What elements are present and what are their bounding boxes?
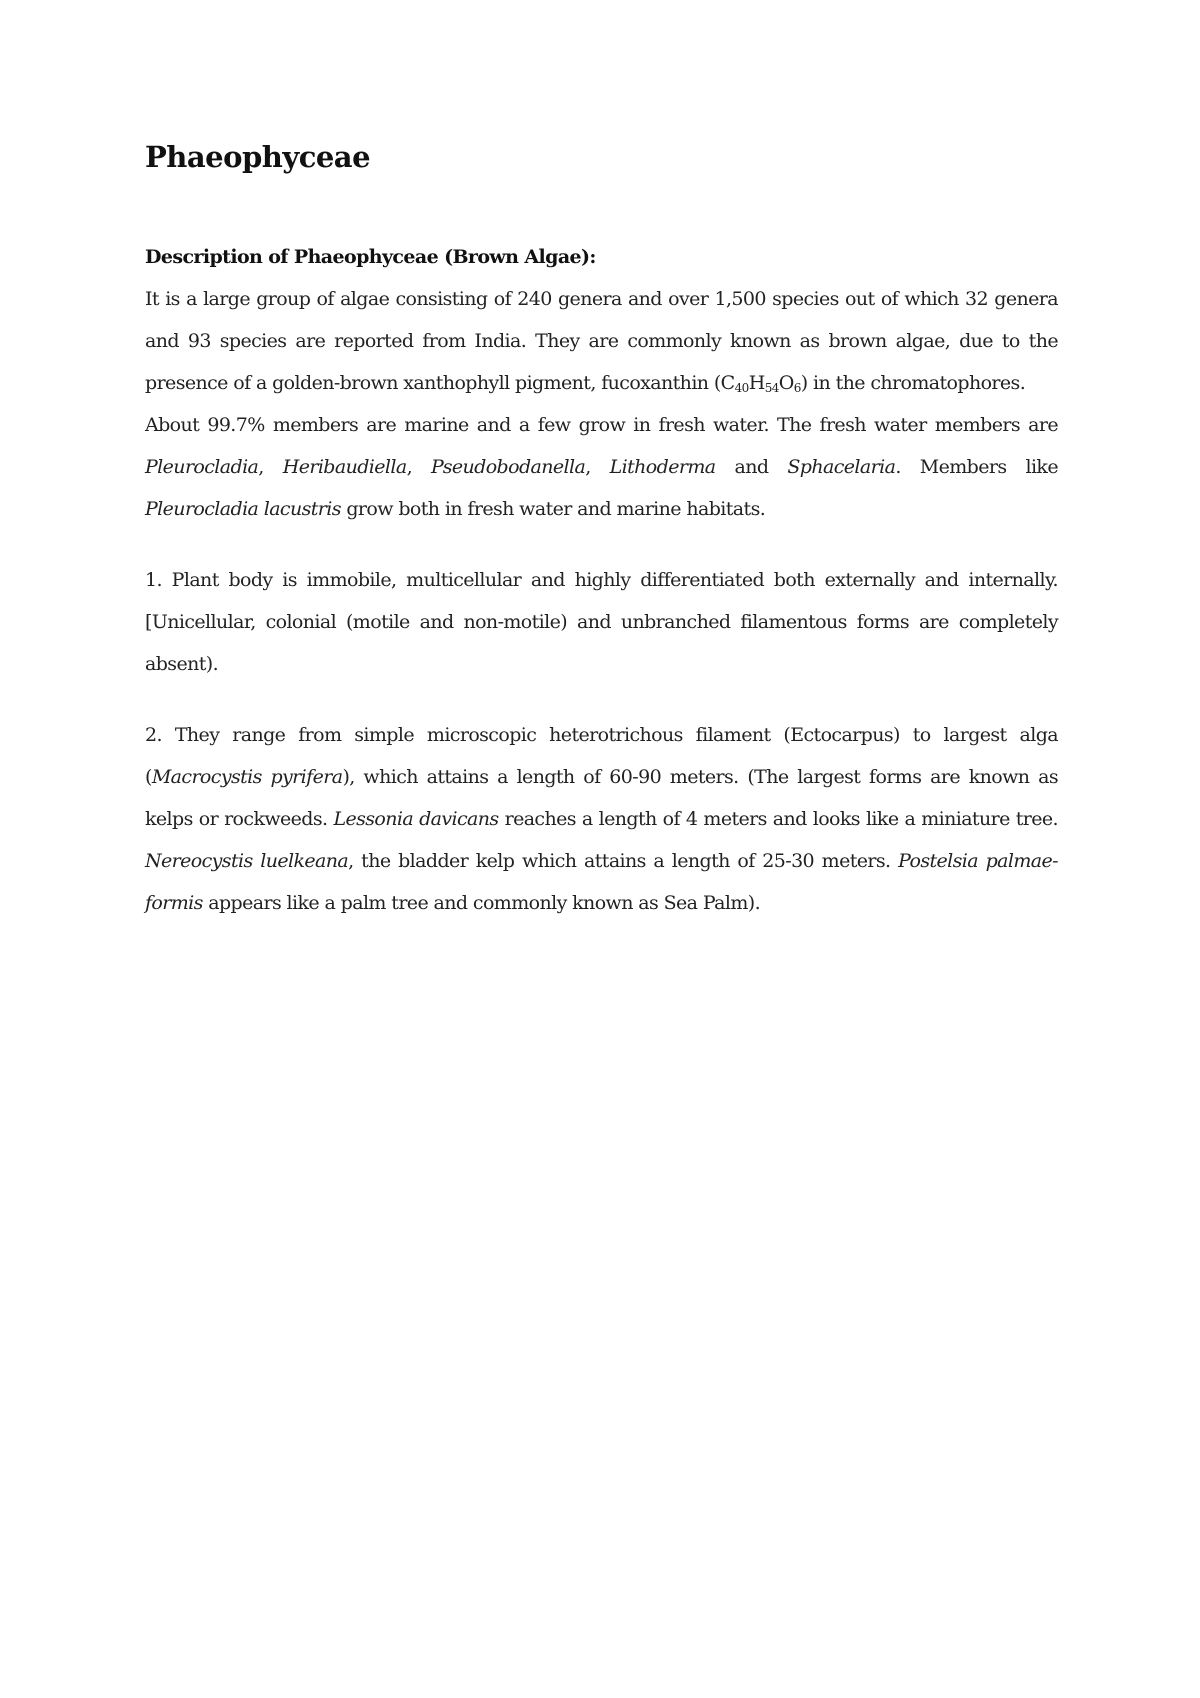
habitat-text-c: grow both in fresh water and marine habitats. (340, 498, 766, 520)
species-name: Heribaudiella (282, 456, 407, 478)
species-name: Pleurocladia lacustris (145, 498, 341, 520)
formula-o: O (778, 372, 794, 394)
species-name: Macrocystis pyrifera (151, 766, 343, 788)
paragraph-point-2 (145, 714, 1058, 924)
point2-text-c: reaches a length of 4 meters and looks like a miniature tree. (498, 808, 1058, 830)
point2-text-b: ), which attains a length of 60-90 meters. (The largest forms are known as kelps or rockweeds. (145, 766, 1058, 830)
paragraph-intro (145, 278, 1058, 404)
formula-h: H (748, 372, 765, 394)
habitat-text-a: About 99.7% members are marine and a few grow in fresh water. The fresh water members are (145, 414, 1058, 436)
section-heading: Description of Phaeophyceae (Brown Algae): (145, 246, 596, 268)
species-name: Nereocystis luelkeana (145, 850, 349, 872)
species-name: Lessonia davicans (333, 808, 499, 830)
intro-text-a: It is a large group of algae consisting of 240 genera and over 1,500 species out of which 32 genera and 93 species are reported from India. They are commonly known as brown algae, due to the presence of a golden-brown xanthophyll pigment, fucoxanthin (C (145, 288, 1058, 394)
document-page (145, 140, 1058, 924)
species-name: Pseudobodanella (431, 456, 586, 478)
habitat-text-b: . Members like (895, 456, 1058, 478)
species-name: Postelsia palmae- formis (145, 850, 1058, 914)
formula-subscript-o: 6 (793, 381, 801, 395)
intro-text-b: ) in the chromatophores. (800, 372, 1026, 394)
page-title: Phaeophyceae (145, 140, 371, 174)
point2-text-d: , the bladder kelp which attains a length of 25-30 meters. (348, 850, 899, 872)
species-name: Pleurocladia (145, 456, 259, 478)
formula-subscript-h: 54 (764, 381, 779, 395)
species-name: Sphacelaria (787, 456, 896, 478)
point2-text-a: 2. They range from simple microscopic heterotrichous filament (Ectocarpus) to largest alga ( (145, 724, 1058, 788)
paragraph-point-1: 1. Plant body is immobile, multicellular and highly differentiated both externally and internally. [Unicellular, colonial (motile and non-motile) and unbranched filamentous forms are completely absent). (145, 569, 1058, 675)
species-name: Lithoderma (609, 456, 716, 478)
separator: and (715, 456, 788, 478)
separator: , (406, 456, 432, 478)
formula-subscript-c: 40 (734, 381, 749, 395)
paragraph-habitat (145, 404, 1058, 530)
separator: , (585, 456, 610, 478)
point2-text-e: appears like a palm tree and commonly known as Sea Palm). (202, 892, 761, 914)
separator: , (258, 456, 283, 478)
